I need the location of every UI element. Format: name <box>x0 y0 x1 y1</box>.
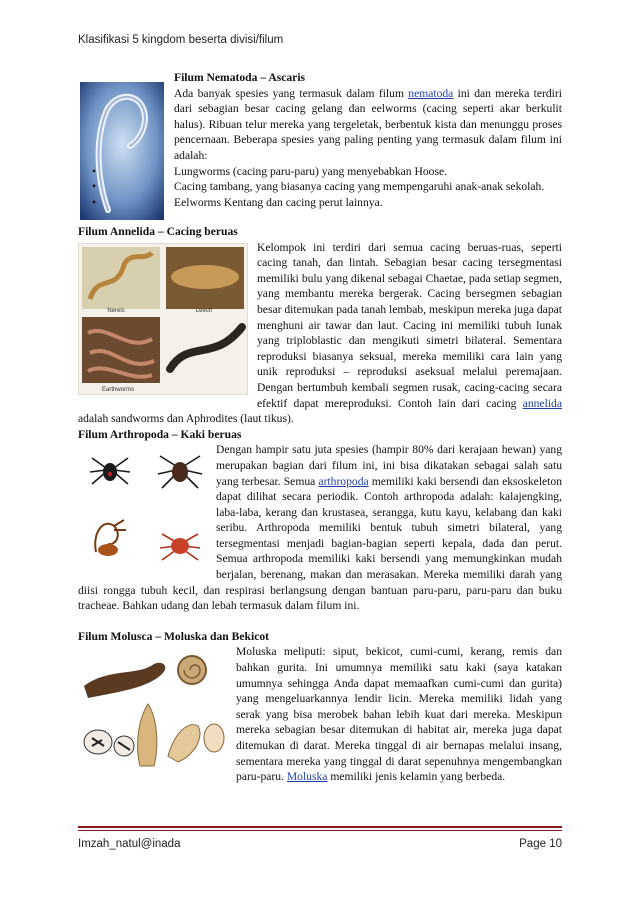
nematoda-list <box>78 164 562 211</box>
arthropoda-figure <box>78 446 210 576</box>
earthworms-label: Earthworms <box>101 386 135 393</box>
nematoda-link[interactable]: nematoda <box>408 86 454 100</box>
annelida-paragraph: Kelompok ini terdiri dari semua cacing beruas-ruas, seperti cacing tanah, dan lintah. Sebagian besar cacing tersegmentasi memiliki bulu yang dikenal sebagai Chaetae, pada setiap segmen, yang membantu mereka bergerak. Cacing bersegmen sebagian besar ditemukan pada tanah lembab, meskipun mereka juga dapat menghuni air tawar dan laut. Cacing ini memiliki tubuh lunak yang triploblastic dan mengikuti simetri bilateral. Sementara reproduksi biasanya seksual, mereka memiliki cara lain yang unik reproduksi – reproduksi aseksual melalui peremajaan. Dengan bertumbuh kembali segmen rusak, cacing-cacing secara efektif dapat mereproduksi. Contoh lain dari cacing annelida adalah sandworms dan Aphrodites (laut tikus). <box>78 240 562 426</box>
arthropoda-link[interactable]: arthropoda <box>318 474 369 488</box>
section-spacer <box>78 614 562 629</box>
list-item: • Cacing tambang, yang biasanya cacing yang mempengaruhi anak-anak sekolah. <box>78 179 562 195</box>
annelida-title: Filum Annelida – Cacing beruas <box>78 225 238 238</box>
page-number: Page 10 <box>519 838 562 850</box>
footer-rule <box>78 830 562 831</box>
molusca-link[interactable]: Moluska <box>286 770 328 784</box>
annelida-figure <box>78 243 248 395</box>
molusca-figure <box>78 646 228 768</box>
footer-rule <box>78 826 562 828</box>
footer-author: Imzah_natul@inada <box>78 838 181 850</box>
arthropoda-paragraph: Dengan hampir satu juta spesies (hampir 80% dari kerajaan hewan) yang merupakan bagian dari filum ini, ini bisa dikatakan sebagai salah satu yang terbesar. Semua arthropoda memiliki kaki bersendi dan eksoskeleton dapat dilihat secara periodik. Contoh arthropoda adalah: kalajengking, laba-laba, kerang dan krustasea, serangga, kutu kayu, kelabang dan kaki seribu. Arthropoda memiliki bentuk tubuh simetri bilateral, yang tersegmentasi menjadi bagian-bagian seperti kepala, dada dan perut. Semua arthropoda memiliki kaki bersendi yang memungkinkan mudah berjalan, berenang, makan dan merasakan. Mereka memiliki darah yang diisi rongga tubuh kecil, dan respirasi berlangsung dengan bantuan paru-paru, paru-paru dan buku tracheae. Bahkan udang dan lebah termasuk dalam filum ini. <box>78 443 562 613</box>
molusca-paragraph: Moluska meliputi: siput, bekicot, cumi-cumi, kerang, remis dan bahkan gurita. Ini umumnya memiliki satu kaki (saya katakan umumnya sehingga Anda dapat memaafkan cumi-cumi dan gurita) yang mengeluarkannya lendir licin. Mereka memiliki lidah yang serak yang bisa merobek bahan lebih kuat dari mereka. Meskipun mereka sebagian besar ditemukan di habitat air, mereka juga dapat ditemukan di darat. Mereka tinggal di air bernapas melalui insang, sementara mereka yang tinggal di darat sepenuhnya mengembangkan paru-paru. Moluska memiliki jenis kelamin yang berbeda. <box>236 645 562 784</box>
annelida-link[interactable]: annelida <box>522 396 562 410</box>
arthropoda-image <box>78 446 210 576</box>
molusca-image <box>78 646 228 768</box>
list-item: • Lungworms (cacing paru-paru) yang menyebabkan Hoose. <box>78 164 562 180</box>
arthropoda-title: Filum Arthropoda – Kaki beruas <box>78 427 242 441</box>
annelida-image <box>78 243 248 395</box>
nereis-label: Nereis <box>107 307 125 314</box>
leech-label: Leech <box>195 307 213 314</box>
molusca-title: Filum Molusca – Moluska dan Bekicot <box>78 629 269 643</box>
nematoda-title: Filum Nematoda – Ascaris <box>174 71 306 84</box>
list-item: • Eelworms Kentang dan cacing perut lainnya. <box>78 195 562 211</box>
page-header: Klasifikasi 5 kingdom beserta divisi/filum <box>78 34 284 46</box>
page-content <box>78 70 562 785</box>
nematoda-paragraph: Ada banyak spesies yang termasuk dalam filum nematoda ini dan mereka terdiri dari sebagian besar cacing gelang dan eelworms (cacing seperti akar berkulit halus). Ribuan telur mereka yang tergeletak, berbentuk kista dan menunggu proses pencernaan. Beberapa spesies yang paling penting yang termasuk dalam filum ini adalah: <box>174 86 562 162</box>
